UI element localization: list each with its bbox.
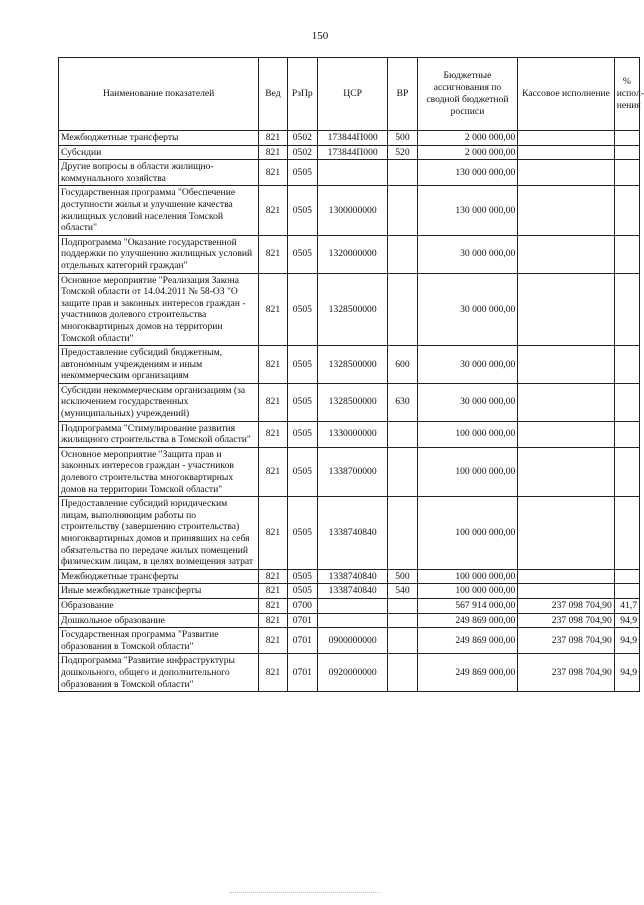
cell-vr <box>388 497 417 570</box>
cell-csr <box>318 160 388 186</box>
cell-pct <box>614 584 639 599</box>
cell-vr <box>388 447 417 496</box>
cell-csr: 1320000000 <box>318 235 388 273</box>
cell-rzpr: 0505 <box>287 235 317 273</box>
table-row <box>59 160 640 186</box>
cell-csr: 0920000000 <box>318 654 388 692</box>
cell-budget: 249 869 000,00 <box>417 613 518 628</box>
cell-budget: 30 000 000,00 <box>417 383 518 421</box>
cell-pct <box>614 160 639 186</box>
cell-pct <box>614 346 639 384</box>
cell-budget: 30 000 000,00 <box>417 235 518 273</box>
cell-vr: 630 <box>388 383 417 421</box>
cell-pct <box>614 235 639 273</box>
cell-pct <box>614 273 639 346</box>
table-row <box>59 654 640 692</box>
table-row <box>59 346 640 384</box>
cell-cash: 237 098 704,90 <box>518 654 614 692</box>
cell-vr <box>388 273 417 346</box>
cell-rzpr: 0505 <box>287 569 317 584</box>
table-row <box>59 584 640 599</box>
cell-vr <box>388 613 417 628</box>
cell-rzpr: 0505 <box>287 383 317 421</box>
cell-budget: 100 000 000,00 <box>417 569 518 584</box>
table-row <box>59 273 640 346</box>
cell-ved: 821 <box>259 598 287 613</box>
cell-pct <box>614 383 639 421</box>
table-row <box>59 598 640 613</box>
cell-rzpr: 0505 <box>287 421 317 447</box>
header-name: Наименование показателей <box>59 58 259 131</box>
budget-table <box>58 57 644 692</box>
cell-ved: 821 <box>259 235 287 273</box>
cell-csr: 173844П000 <box>318 131 388 146</box>
cell-rzpr: 0505 <box>287 346 317 384</box>
cell-cash <box>518 584 614 599</box>
cell-csr: 1338700000 <box>318 447 388 496</box>
cell-ved: 821 <box>259 145 287 160</box>
cell-budget: 2 000 000,00 <box>417 131 518 146</box>
cell-budget: 100 000 000,00 <box>417 497 518 570</box>
cell-budget: 130 000 000,00 <box>417 186 518 235</box>
header-cash: Кассовое исполнение <box>518 58 614 131</box>
cell-vr <box>388 186 417 235</box>
table-row <box>59 497 640 570</box>
cell-vr <box>388 598 417 613</box>
cell-vr: 520 <box>388 145 417 160</box>
table-row <box>59 186 640 235</box>
cell-cash: 237 098 704,90 <box>518 598 614 613</box>
cell-pct: 94,9 <box>614 654 639 692</box>
cell-budget: 100 000 000,00 <box>417 584 518 599</box>
cell-ved: 821 <box>259 628 287 654</box>
cell-rzpr: 0502 <box>287 145 317 160</box>
header-ved: Вед <box>259 58 287 131</box>
cell-csr: 173844П000 <box>318 145 388 160</box>
cell-ved: 821 <box>259 447 287 496</box>
cell-name: Межбюджетные трансферты <box>59 131 259 146</box>
cell-cash <box>518 235 614 273</box>
cell-cash <box>518 160 614 186</box>
cell-ved: 821 <box>259 273 287 346</box>
page-number: 150 <box>311 30 329 42</box>
cell-name: Предоставление субсидий бюджетным, автономным учреждениям и иным некоммерческим организациям <box>59 346 259 384</box>
cell-cash: 237 098 704,90 <box>518 613 614 628</box>
cell-pct <box>614 186 639 235</box>
cell-name: Основное мероприятие "Реализация Закона Томской области от 14.04.2011 № 58-ОЗ "О защите прав и законных интересов граждан - участников долевого строительства многоквартирных домов на территории Томской области" <box>59 273 259 346</box>
cell-ved: 821 <box>259 186 287 235</box>
cell-rzpr: 0505 <box>287 160 317 186</box>
header-rzpr: РзПр <box>287 58 317 131</box>
cell-rzpr: 0505 <box>287 497 317 570</box>
cell-vr <box>388 654 417 692</box>
table-row <box>59 131 640 146</box>
header-budget: Бюджетные ассигнования по сводной бюджетной росписи <box>417 58 518 131</box>
cell-budget: 30 000 000,00 <box>417 273 518 346</box>
cell-rzpr: 0701 <box>287 613 317 628</box>
cell-budget: 2 000 000,00 <box>417 145 518 160</box>
cell-pct <box>614 145 639 160</box>
cell-budget: 249 869 000,00 <box>417 654 518 692</box>
table-header-row <box>59 58 640 131</box>
table-row <box>59 235 640 273</box>
cell-cash <box>518 447 614 496</box>
cell-ved: 821 <box>259 584 287 599</box>
cell-vr <box>388 160 417 186</box>
cell-cash <box>518 145 614 160</box>
cell-cash <box>518 186 614 235</box>
table-row <box>59 569 640 584</box>
cell-ved: 821 <box>259 160 287 186</box>
cell-csr: 1330000000 <box>318 421 388 447</box>
cell-csr: 1328500000 <box>318 346 388 384</box>
cell-name: Подпрограмма "Развитие инфраструктуры дошкольного, общего и дополнительного образования в Томской области" <box>59 654 259 692</box>
cell-vr: 500 <box>388 131 417 146</box>
cell-ved: 821 <box>259 383 287 421</box>
cell-name: Субсидии некоммерческим организациям (за исключением государственных (муниципальных) учреждений) <box>59 383 259 421</box>
cell-name: Межбюджетные трансферты <box>59 569 259 584</box>
cell-csr: 1328500000 <box>318 383 388 421</box>
table-row <box>59 447 640 496</box>
cell-pct <box>614 497 639 570</box>
cell-name: Подпрограмма "Оказание государственной поддержки по улучшению жилищных условий отдельных категорий граждан" <box>59 235 259 273</box>
cell-pct <box>614 447 639 496</box>
cell-budget: 100 000 000,00 <box>417 421 518 447</box>
cell-rzpr: 0505 <box>287 186 317 235</box>
cell-name: Государственная программа "Обеспечение доступности жилья и улучшение качества жилищных условий населения Томской области" <box>59 186 259 235</box>
cell-pct <box>614 569 639 584</box>
cell-cash <box>518 421 614 447</box>
cell-vr: 540 <box>388 584 417 599</box>
cell-budget: 567 914 000,00 <box>417 598 518 613</box>
cell-ved: 821 <box>259 654 287 692</box>
cell-csr <box>318 613 388 628</box>
cell-vr <box>388 628 417 654</box>
cell-vr: 600 <box>388 346 417 384</box>
table-row <box>59 613 640 628</box>
cell-rzpr: 0505 <box>287 273 317 346</box>
cell-name: Подпрограмма "Стимулирование развития жилищного строительства в Томской области" <box>59 421 259 447</box>
cell-rzpr: 0701 <box>287 628 317 654</box>
cell-csr: 1328500000 <box>318 273 388 346</box>
cell-ved: 821 <box>259 497 287 570</box>
cell-rzpr: 0505 <box>287 447 317 496</box>
cell-cash <box>518 346 614 384</box>
cell-vr <box>388 235 417 273</box>
cell-name: Государственная программа "Развитие образования в Томской области" <box>59 628 259 654</box>
cell-name: Образование <box>59 598 259 613</box>
cell-pct <box>614 421 639 447</box>
cell-budget: 30 000 000,00 <box>417 346 518 384</box>
cell-name: Другие вопросы в области жилищно-коммунального хозяйства <box>59 160 259 186</box>
cell-ved: 821 <box>259 131 287 146</box>
cell-csr: 1300000000 <box>318 186 388 235</box>
cell-name: Основное мероприятие "Защита прав и законных интересов граждан - участников долевого строительства многоквартирных домов на территории Томской области" <box>59 447 259 496</box>
header-pct: % испол-нения <box>614 58 639 131</box>
cell-vr <box>388 421 417 447</box>
table-row <box>59 383 640 421</box>
header-vr: ВР <box>388 58 417 131</box>
cell-name: Предоставление субсидий юридическим лицам, выполняющим работы по строительству (завершению строительства) многоквартирных домов и принявших на себя обязательства по передаче жилых помещений физическим лицам, в целях возмещения затрат <box>59 497 259 570</box>
cell-ved: 821 <box>259 421 287 447</box>
cell-budget: 100 000 000,00 <box>417 447 518 496</box>
cell-csr: 1338740840 <box>318 497 388 570</box>
footer-marks <box>230 892 380 895</box>
header-csr: ЦСР <box>318 58 388 131</box>
cell-vr: 500 <box>388 569 417 584</box>
cell-cash <box>518 569 614 584</box>
cell-rzpr: 0505 <box>287 584 317 599</box>
cell-name: Субсидии <box>59 145 259 160</box>
cell-cash <box>518 383 614 421</box>
cell-rzpr: 0700 <box>287 598 317 613</box>
cell-pct: 94,9 <box>614 628 639 654</box>
cell-pct: 94,9 <box>614 613 639 628</box>
cell-budget: 130 000 000,00 <box>417 160 518 186</box>
cell-rzpr: 0701 <box>287 654 317 692</box>
cell-pct: 41,7 <box>614 598 639 613</box>
cell-name: Иные межбюджетные трансферты <box>59 584 259 599</box>
cell-csr: 1338740840 <box>318 584 388 599</box>
cell-csr: 1338740840 <box>318 569 388 584</box>
table-row <box>59 628 640 654</box>
table-row <box>59 145 640 160</box>
cell-csr <box>318 598 388 613</box>
cell-ved: 821 <box>259 569 287 584</box>
cell-ved: 821 <box>259 346 287 384</box>
cell-csr: 0900000000 <box>318 628 388 654</box>
cell-cash: 237 098 704,90 <box>518 628 614 654</box>
cell-cash <box>518 131 614 146</box>
cell-budget: 249 869 000,00 <box>417 628 518 654</box>
cell-rzpr: 0502 <box>287 131 317 146</box>
table-row <box>59 421 640 447</box>
cell-cash <box>518 273 614 346</box>
cell-ved: 821 <box>259 613 287 628</box>
cell-pct <box>614 131 639 146</box>
cell-name: Дошкольное образование <box>59 613 259 628</box>
cell-cash <box>518 497 614 570</box>
